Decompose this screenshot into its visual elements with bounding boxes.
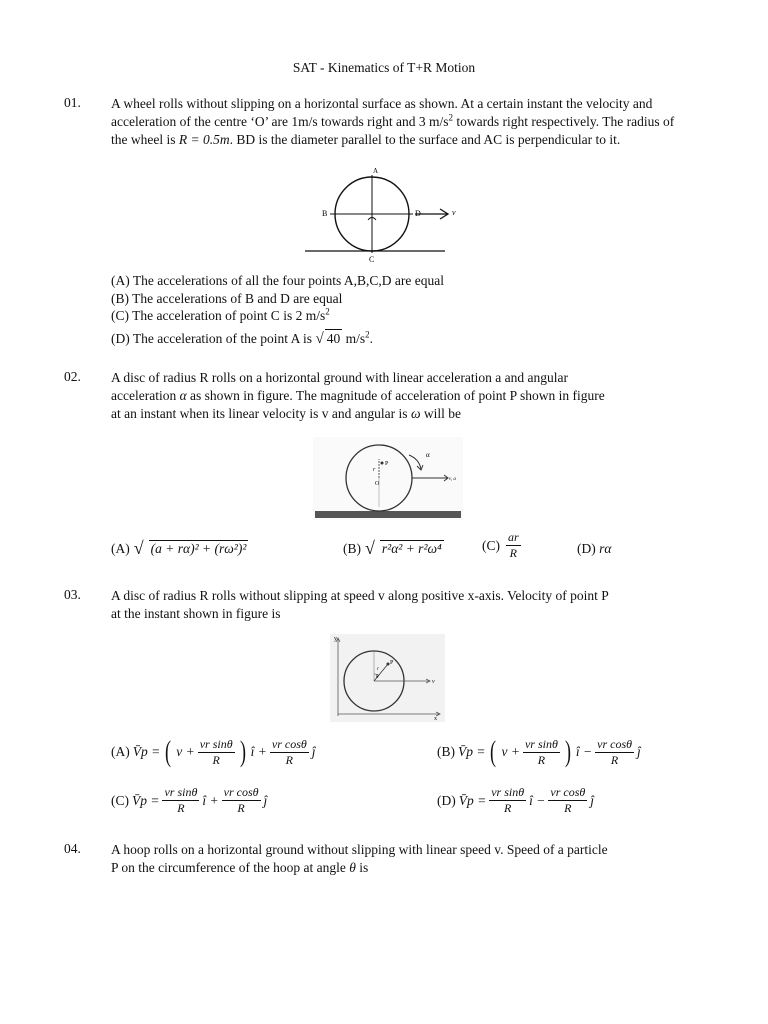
label-theta: θ bbox=[376, 675, 379, 680]
q1-line-1: A wheel rolls without slipping on a horizontal surface as shown. At a certain instant the velocity and bbox=[111, 96, 653, 111]
label-v: v bbox=[432, 679, 435, 685]
page-title: SAT - Kinematics of T+R Motion bbox=[292, 60, 476, 75]
point-p bbox=[381, 462, 384, 465]
label-o: O bbox=[375, 481, 380, 487]
question-number-4: 04. bbox=[64, 841, 81, 856]
question-number-2: 02. bbox=[64, 369, 81, 384]
q1-option-c: (C) The acceleration of point C is 2 $m/s^2$ bbox=[111, 306, 330, 323]
q3-option-c: (C) V̄p = $\frac{\text{vr sinθ}}{R}$ î + $\frac{\text{vr cosθ}}{R}$ ĵ bbox=[111, 785, 268, 815]
q3-line-2: at the instant shown in figure is bbox=[111, 606, 281, 621]
label-a: A bbox=[373, 167, 379, 175]
question-1-text bbox=[111, 95, 711, 149]
question-number-3: 03. bbox=[64, 587, 81, 602]
q2-line-2: acceleration α as shown in figure. The magnitude of acceleration of point P shown in figure bbox=[111, 388, 605, 403]
label-p: P bbox=[390, 660, 394, 666]
question-2-text bbox=[111, 369, 711, 423]
q1-line-3: the wheel is R = 0.5m. BD is the diameter parallel to the surface and AC is perpendicular to it. bbox=[111, 132, 621, 147]
label-va: v, a bbox=[449, 477, 456, 482]
ground-strip bbox=[315, 511, 461, 518]
label-y: y bbox=[334, 636, 337, 642]
q4-line-2: P on the circumference of the hoop at angle θ is bbox=[111, 860, 369, 875]
question-3-text bbox=[111, 587, 711, 623]
question-number-1: 01. bbox=[64, 95, 81, 110]
q2-option-b: (B) √ r²α² + r²ω⁴ bbox=[343, 538, 442, 558]
q2-option-a: (A) √ (a + rα)² + (rω²)² bbox=[111, 538, 247, 558]
label-p: P bbox=[385, 461, 389, 467]
wheel-figure bbox=[300, 165, 470, 265]
label-v: v bbox=[452, 208, 456, 217]
q3-option-a: (A) V̄p = ( v + $\frac{\text{vr sinθ}}{R}$ ) î + $\frac{\text{vr cosθ}}{R}$ ĵ bbox=[111, 735, 316, 768]
q2-option-d: (D) rα bbox=[577, 541, 612, 556]
q3-line-1: A disc of radius R rolls without slipping at speed v along positive x-axis. Velocity of point P bbox=[111, 588, 609, 603]
label-r: r bbox=[377, 667, 379, 672]
q2-option-c: (C) $\frac{ar}{R}$ bbox=[482, 530, 519, 560]
label-d: D bbox=[415, 209, 421, 218]
label-b: B bbox=[322, 209, 328, 218]
q4-line-1: A hoop rolls on a horizontal ground without slipping with linear speed v. Speed of a particle bbox=[111, 842, 608, 857]
label-x: x bbox=[434, 716, 437, 722]
q3-option-d: (D) V̄p = $\frac{\text{vr sinθ}}{R}$ î − $\frac{\text{vr cosθ}}{R}$ ĵ bbox=[437, 785, 595, 815]
q2-line-1: A disc of radius R rolls on a horizontal ground with linear acceleration a and angular bbox=[111, 370, 568, 385]
question-4-text bbox=[111, 841, 711, 877]
label-r: r bbox=[373, 467, 376, 473]
q1-option-b: (B) The accelerations of B and D are equal bbox=[111, 291, 343, 306]
q2-line-3: at an instant when its linear velocity is v and angular is ω will be bbox=[111, 406, 461, 421]
rolling-disc-figure bbox=[330, 634, 445, 722]
disc-figure bbox=[313, 437, 463, 520]
q3-option-b: (B) V̄p = ( v + $\frac{\text{vr sinθ}}{R}$ ) î − $\frac{\text{vr cosθ}}{R}$ ĵ bbox=[437, 735, 641, 768]
q1-option-d: (D) The acceleration of the point A is √ 40 $m/s^2$. bbox=[111, 329, 373, 347]
q1-option-a: (A) The accelerations of all the four points A,B,C,D are equal bbox=[111, 273, 445, 288]
q1-line-2: acceleration of the centre ‘O’ are 1m/s towards right and 3 $m/s^2$ towards right respectively. The radius of bbox=[111, 112, 675, 129]
label-c: C bbox=[369, 255, 375, 264]
label-alpha: α bbox=[426, 451, 430, 459]
